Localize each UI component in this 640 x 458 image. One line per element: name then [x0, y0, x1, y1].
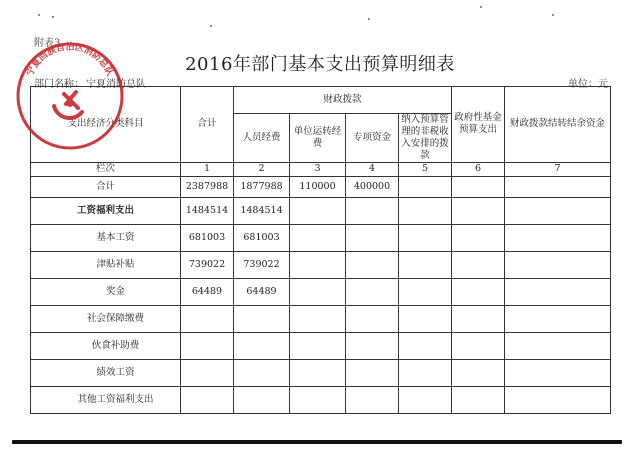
scan-speck [480, 6, 482, 8]
total-cell: 110000 [290, 176, 346, 197]
column-index-number: 6 [452, 162, 505, 176]
scan-speck [368, 18, 370, 20]
table-cell [399, 224, 452, 251]
table-cell [181, 305, 234, 332]
table-cell [505, 251, 611, 278]
scan-speck [552, 14, 554, 16]
table-cell [399, 332, 452, 359]
table-cell [505, 332, 611, 359]
column-index-number: 3 [290, 162, 346, 176]
header-personnel: 人员经费 [234, 114, 290, 163]
row-label: 奖金 [31, 278, 181, 305]
row-label: 绩效工资 [31, 359, 181, 386]
table-cell [452, 386, 505, 413]
table-cell [290, 251, 346, 278]
table-cell [346, 224, 399, 251]
page-title: 2016年部门基本支出预算明细表 [185, 54, 455, 75]
table-cell [452, 278, 505, 305]
table-cell [234, 305, 290, 332]
table-cell [290, 359, 346, 386]
column-index-number: 7 [505, 162, 611, 176]
table-cell [346, 386, 399, 413]
table-cell: 681003 [234, 224, 290, 251]
column-index-row [31, 162, 611, 176]
row-label: 伙食补助费 [31, 332, 181, 359]
total-cell: 400000 [346, 176, 399, 197]
table-cell: 1484514 [181, 197, 234, 224]
table-cell [452, 332, 505, 359]
table-cell [452, 251, 505, 278]
table-cell [290, 332, 346, 359]
table-cell [181, 359, 234, 386]
table-cell [505, 224, 611, 251]
header-total: 合计 [181, 87, 234, 163]
scan-speck [52, 16, 54, 18]
header-special: 专项资金 [346, 114, 399, 163]
table-cell [452, 305, 505, 332]
table-cell [290, 305, 346, 332]
table-row [31, 359, 611, 386]
table-cell [452, 224, 505, 251]
table-cell [346, 251, 399, 278]
header-operations: 单位运转经费 [290, 114, 346, 163]
table-cell [346, 305, 399, 332]
official-seal [10, 36, 130, 156]
table-row [31, 278, 611, 305]
total-cell: 2387988 [181, 176, 234, 197]
table-cell [290, 278, 346, 305]
table-cell: 64489 [234, 278, 290, 305]
row-label: 工资福利支出 [31, 197, 181, 224]
seal-text: 宁夏回族自治区消防总队 [25, 42, 115, 78]
row-label: 基本工资 [31, 224, 181, 251]
table-cell: 739022 [234, 251, 290, 278]
department-name: 宁夏消防总队 [86, 79, 146, 90]
scan-edge-line [12, 440, 622, 444]
table-cell [399, 197, 452, 224]
header-fiscal-group: 财政拨款 [234, 87, 452, 114]
table-cell [234, 332, 290, 359]
table-row [31, 332, 611, 359]
table-cell: 681003 [181, 224, 234, 251]
column-index-number: 1 [181, 162, 234, 176]
table-row [31, 305, 611, 332]
total-label: 合计 [31, 176, 181, 197]
total-cell [505, 176, 611, 197]
total-row [31, 176, 611, 197]
unit-label: 单位：元 [568, 79, 608, 90]
table-cell: 1484514 [234, 197, 290, 224]
table-cell: 739022 [181, 251, 234, 278]
table-cell [346, 332, 399, 359]
table-cell [505, 359, 611, 386]
department-label: 部门名称： [34, 79, 84, 90]
table-cell [399, 251, 452, 278]
table-cell [452, 359, 505, 386]
table-row [31, 251, 611, 278]
seal-emblem-dot [67, 101, 73, 107]
header-nontax: 纳入预算管理的非税收入安排的拨款 [399, 114, 452, 163]
attachment-label: 附表3 [34, 38, 61, 49]
total-cell [452, 176, 505, 197]
table-cell [505, 278, 611, 305]
table-row [31, 386, 611, 413]
table-cell [505, 197, 611, 224]
table-cell [399, 278, 452, 305]
row-label: 其他工资福利支出 [31, 386, 181, 413]
header-govfund: 政府性基金预算支出 [452, 87, 505, 163]
seal-ring [18, 44, 122, 148]
table-cell [452, 197, 505, 224]
table-cell [290, 197, 346, 224]
scan-speck [38, 14, 40, 16]
table-cell [346, 197, 399, 224]
table-cell [505, 386, 611, 413]
table-cell [399, 386, 452, 413]
table-row [31, 197, 611, 224]
header-carryover: 财政拨款结转结余资金 [505, 87, 611, 163]
total-cell: 1877988 [234, 176, 290, 197]
column-index-number: 2 [234, 162, 290, 176]
table-cell [181, 386, 234, 413]
table-cell [346, 278, 399, 305]
table-cell [290, 224, 346, 251]
table-cell [234, 359, 290, 386]
table-row [31, 224, 611, 251]
table-cell: 64489 [181, 278, 234, 305]
header-category: 支出经济分类科目 [31, 87, 181, 163]
column-index-number: 5 [399, 162, 452, 176]
table-cell [234, 386, 290, 413]
column-index-label: 栏次 [31, 162, 181, 176]
column-index-number: 4 [346, 162, 399, 176]
table-cell [290, 386, 346, 413]
table-cell [399, 305, 452, 332]
table-cell [505, 305, 611, 332]
table-cell [181, 332, 234, 359]
table-cell [399, 359, 452, 386]
row-label: 津贴补贴 [31, 251, 181, 278]
scan-speck [210, 25, 212, 27]
total-cell [399, 176, 452, 197]
row-label: 社会保障缴费 [31, 305, 181, 332]
table-cell [346, 359, 399, 386]
